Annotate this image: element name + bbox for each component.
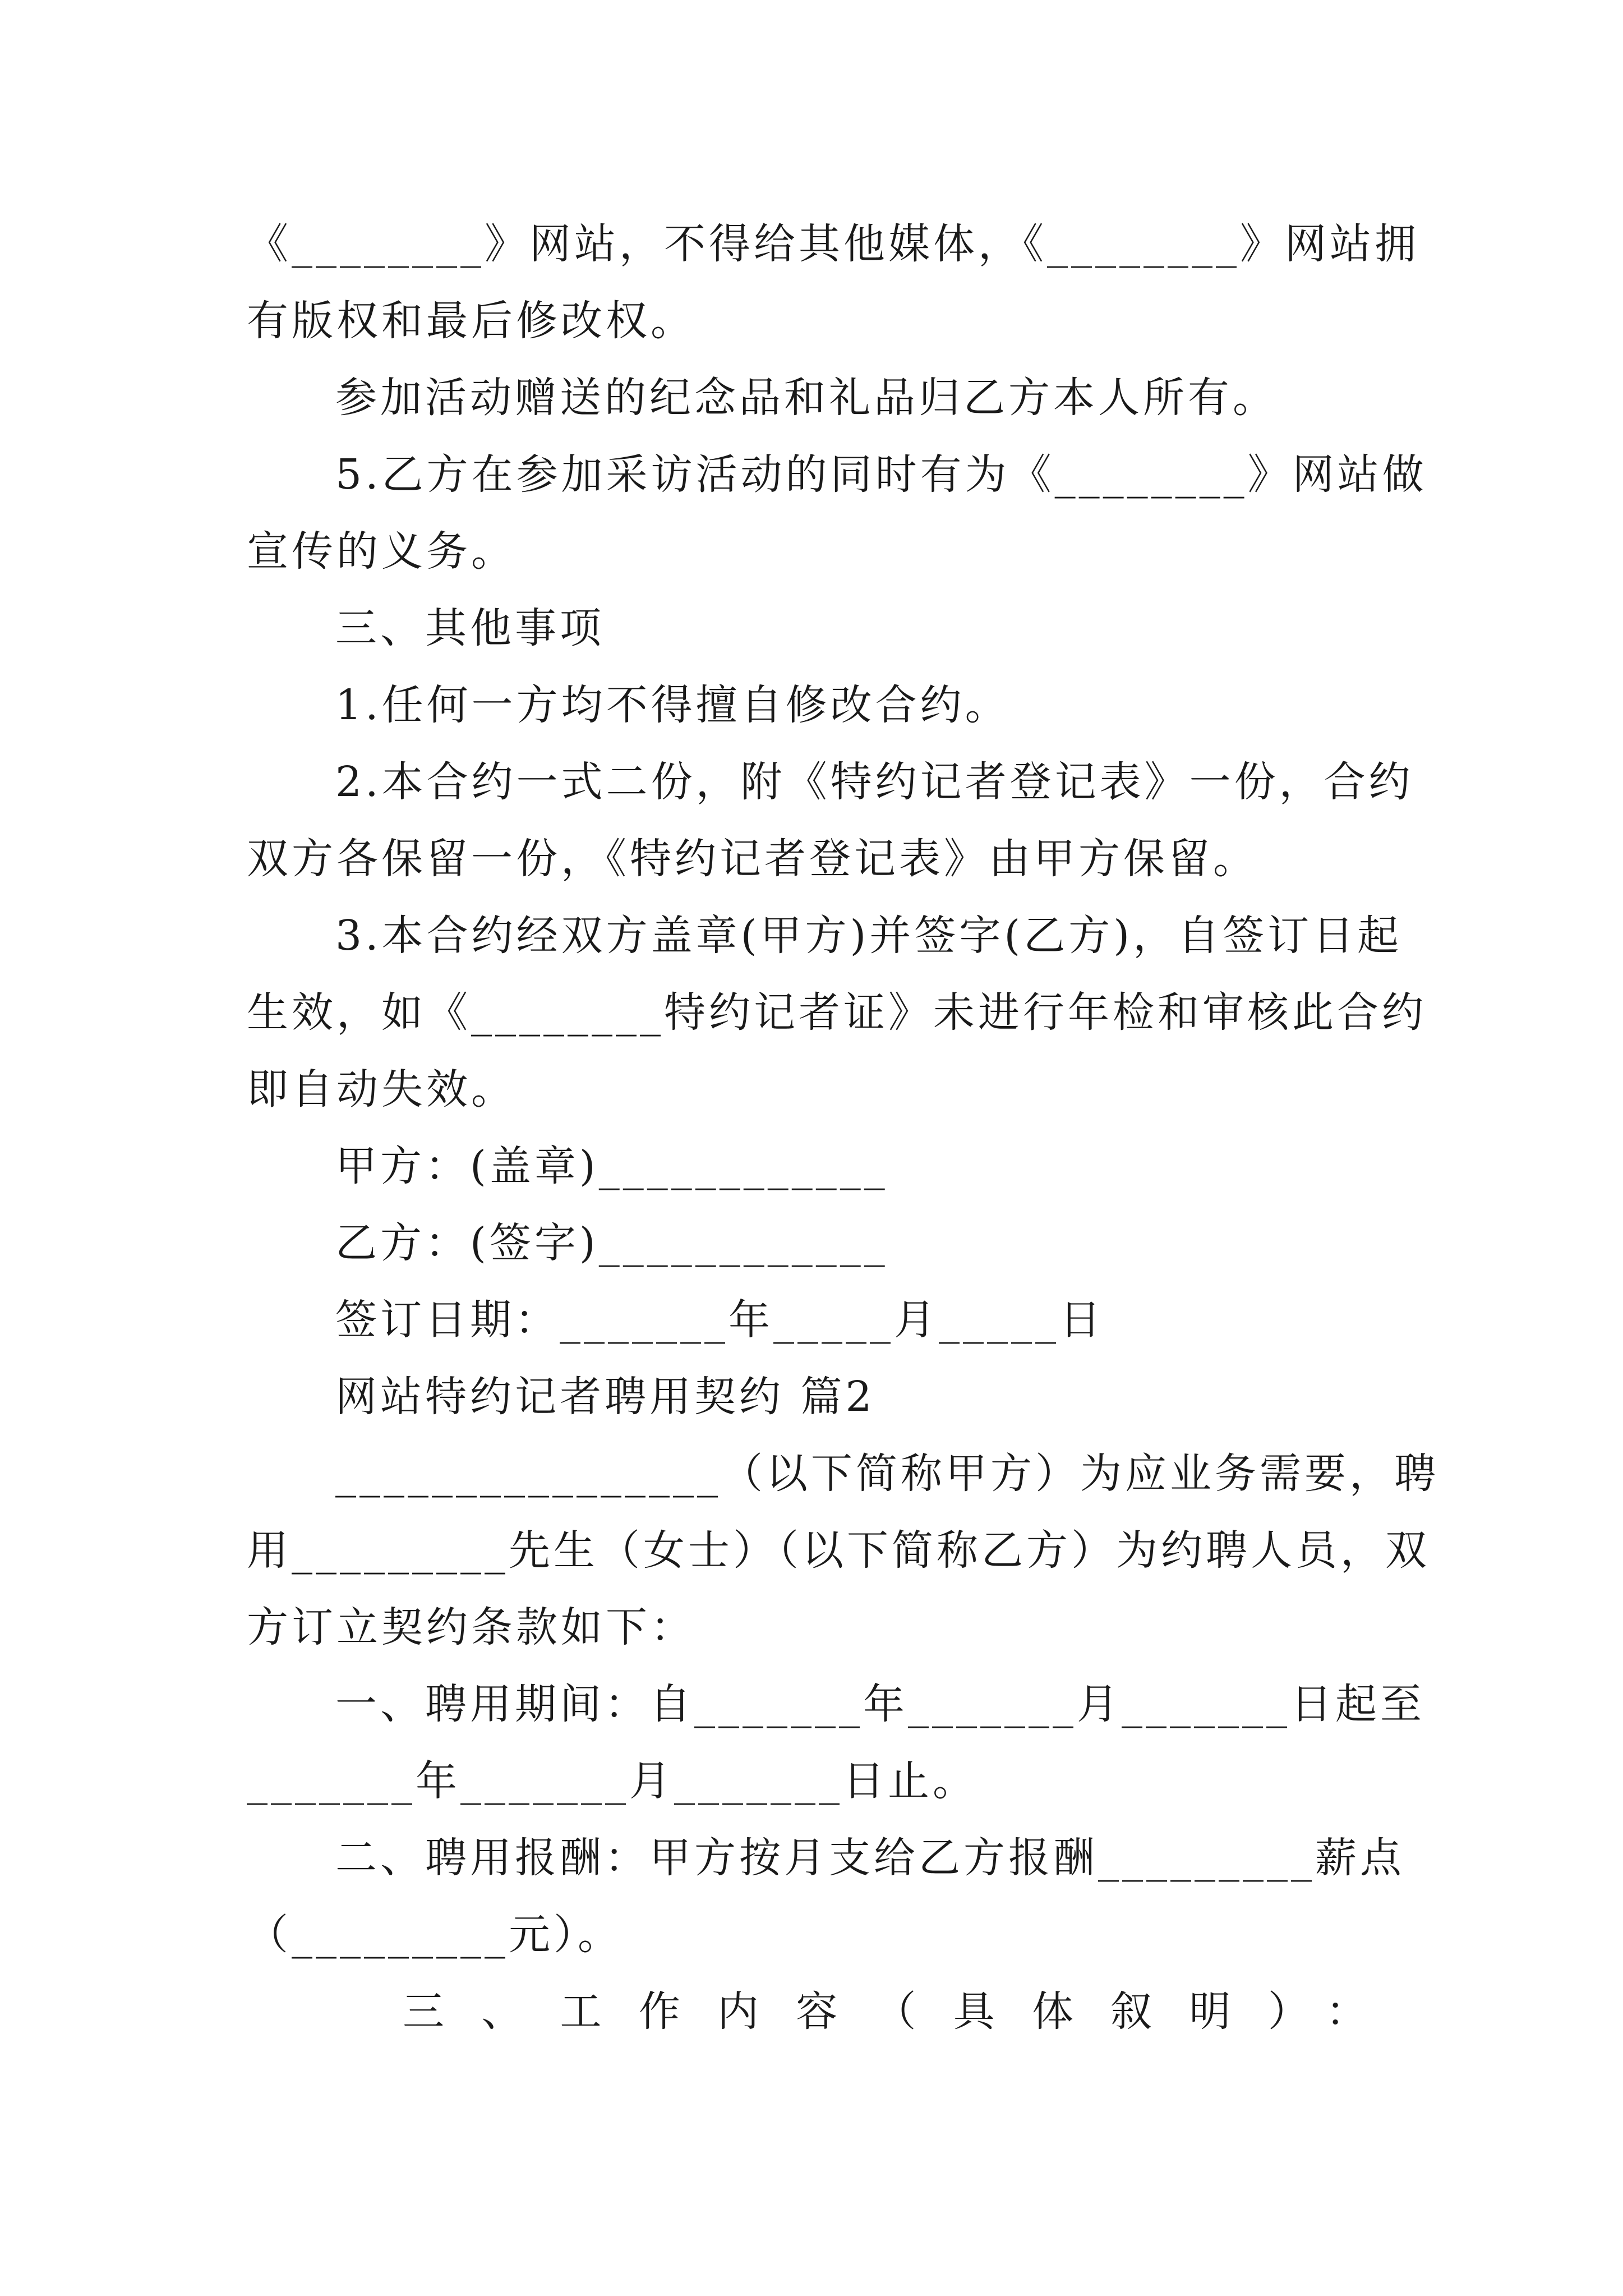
text-line: 宣传的义务。 — [247, 527, 516, 576]
section-heading: 三、工作内容（具体叙明）： — [403, 1987, 1367, 2036]
text-line: 方订立契约条款如下： — [247, 1603, 695, 1651]
party-a-signature-line: 甲方：(盖章)____________ — [335, 1142, 888, 1190]
text-line: 1.任何一方均不得擅自修改合约。 — [335, 681, 1010, 729]
text-line: 一、聘用期间：自_______年_______月_______日起至 — [335, 1680, 1425, 1728]
text-line: 生效，如《________特约记者证》未进行年检和审核此合约 — [247, 988, 1427, 1037]
text-line: ________________（以下简称甲方）为应业务需要，聘 — [335, 1450, 1439, 1498]
text-line: 《________》网站，不得给其他媒体，《________》网站拥 — [247, 220, 1419, 268]
text-line: 3.本合约经双方盖章(甲方)并签字(乙方)，自签订日起 — [335, 912, 1403, 960]
signing-date-line: 签订日期：_______年_____月_____日 — [335, 1296, 1104, 1344]
text-line: （_________元）。 — [247, 1911, 623, 1959]
text-line: 即自动失效。 — [247, 1065, 516, 1114]
section-title: 网站特约记者聘用契约 篇2 — [335, 1373, 875, 1421]
section-heading: 三、其他事项 — [335, 604, 605, 652]
text-line: 二、聘用报酬：甲方按月支给乙方报酬_________薪点 — [335, 1834, 1405, 1882]
text-line: _______年_______月_______日止。 — [247, 1757, 978, 1805]
text-line: 参加活动赠送的纪念品和礼品归乙方本人所有。 — [335, 374, 1278, 422]
party-b-signature-line: 乙方：(签字)____________ — [335, 1219, 888, 1267]
text-line: 有版权和最后修改权。 — [247, 297, 695, 345]
text-line: 双方各保留一份，《特约记者登记表》由甲方保留。 — [247, 835, 1258, 883]
text-line: 5.乙方在参加采访活动的同时有为《________》网站做 — [335, 450, 1427, 499]
text-line: 2.本合约一式二份，附《特约记者登记表》一份，合约 — [335, 758, 1414, 806]
text-line: 用_________先生（女士）（以下简称乙方）为约聘人员，双 — [247, 1526, 1430, 1575]
